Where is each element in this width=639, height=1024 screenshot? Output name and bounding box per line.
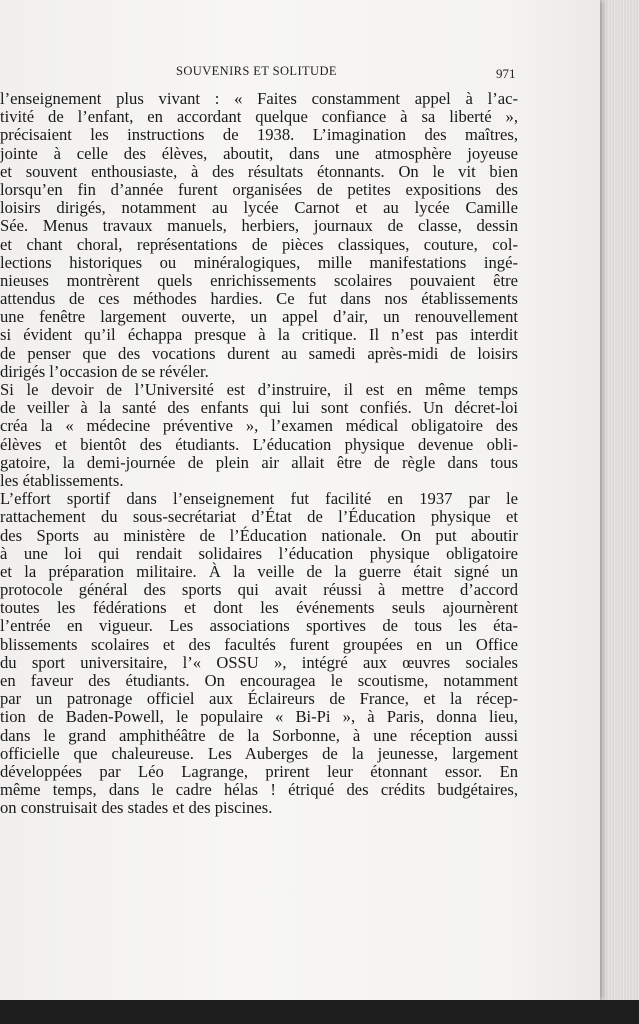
text-line: et chant choral, représentations de pièces classiques, couture, col-: [0, 234, 518, 254]
text-line: créa la « médecine préventive », l’examen médical obligatoire des: [0, 416, 518, 436]
page-edges: [596, 0, 639, 1008]
text-line: en faveur des étudiants. On encouragea le scoutisme, notamment: [0, 671, 518, 690]
text-line: jointe à celle des élèves, aboutit, dans une atmosphère joyeuse: [0, 143, 518, 163]
text-line: du sport universitaire, l’« OSSU », intégré aux œuvres sociales: [0, 652, 518, 672]
text-line: développées par Léo Lagrange, prirent leur étonnant essor. En: [0, 761, 518, 781]
text-line: on construisait des stades et des piscines.: [0, 798, 273, 818]
text-line: une fenêtre largement ouverte, un appel d’air, un renouvellement: [0, 307, 518, 327]
text-line: blissements scolaires et des facultés furent groupées en un Office: [0, 634, 518, 654]
text-line: élèves et bientôt des étudiants. L’éducation physique devenue obli-: [0, 434, 518, 454]
text-line: même temps, dans le cadre hélas ! étriqué des crédits budgétaires,: [0, 780, 518, 800]
text-line: gatoire, la demi-journée de plein air allait être de règle dans tous: [0, 452, 518, 472]
text-line: les établissements.: [0, 470, 124, 490]
text-line: si évident qu’il échappa presque à la critique. Il n’est pas interdit: [0, 325, 518, 345]
text-line: l’enseignement plus vivant : « Faites constamment appel à l’ac-: [0, 89, 518, 108]
text-line: attendus de ces méthodes hardies. Ce fut dans nos établissements: [0, 289, 518, 309]
text-line: Sée. Menus travaux manuels, herbiers, journaux de classe, dessin: [0, 216, 518, 236]
text-line: lorsqu’en fin d’année furent organisées de petites expositions des: [0, 179, 518, 199]
text-line: loisirs dirigés, notamment au lycée Carnot et au lycée Camille: [0, 198, 518, 218]
text-line: L’effort sportif dans l’enseignement fut facilité en 1937 par le: [0, 489, 518, 509]
body-text: [0, 90, 518, 818]
text-line: et souvent enthousiaste, à des résultats étonnants. On le vit bien: [0, 161, 518, 181]
text-line: dans le grand amphithéâtre de la Sorbonne, à une réception aussi: [0, 725, 518, 745]
text-line: dirigés l’occasion de se révéler.: [0, 361, 209, 381]
text-line: et la préparation militaire. À la veille de la guerre était signé un: [0, 561, 518, 581]
running-title: SOUVENIRS ET SOLITUDE: [176, 64, 337, 78]
text-line: de veiller à la santé des enfants qui lui sont confiés. Un décret-loi: [0, 398, 518, 418]
text-line: tion de Baden-Powell, le populaire « Bi-Pi », à Paris, donna lieu,: [0, 707, 518, 727]
text-line: par un patronage officiel aux Éclaireurs de France, et la récep-: [0, 689, 518, 709]
text-line: à une loi qui rendait solidaires l’éducation physique obligatoire: [0, 543, 518, 563]
text-line: officielle que chaleureuse. Les Auberges de la jeunesse, largement: [0, 743, 518, 763]
text-line: protocole général des sports qui avait réussi à mettre d’accord: [0, 580, 518, 600]
text-line: tivité de l’enfant, en accordant quelque confiance à sa liberté »,: [0, 107, 518, 127]
text-line: précisaient les instructions de 1938. L’imagination des maîtres,: [0, 125, 518, 145]
text-line: lections historiques ou minéralogiques, mille manifestations ingé-: [0, 252, 518, 272]
text-line: toutes les fédérations et dont les événements seuls ajournèrent: [0, 598, 518, 618]
text-line: Si le devoir de l’Université est d’instruire, il est en même temps: [0, 380, 518, 399]
text-line: des Sports au ministère de l’Éducation nationale. On put aboutir: [0, 525, 518, 545]
text-line: l’entrée en vigueur. Les associations sportives de tous les éta-: [0, 616, 518, 636]
text-line: de penser que des vocations durent au samedi après-midi de loisirs: [0, 343, 518, 363]
text-line: rattachement du sous-secrétariat d’État de l’Éducation physique et: [0, 507, 518, 527]
page-number: 971: [496, 66, 516, 81]
text-line: nieuses montrèrent quels enrichissements scolaires pouvaient être: [0, 270, 518, 290]
scanner-bed: [0, 1000, 639, 1024]
